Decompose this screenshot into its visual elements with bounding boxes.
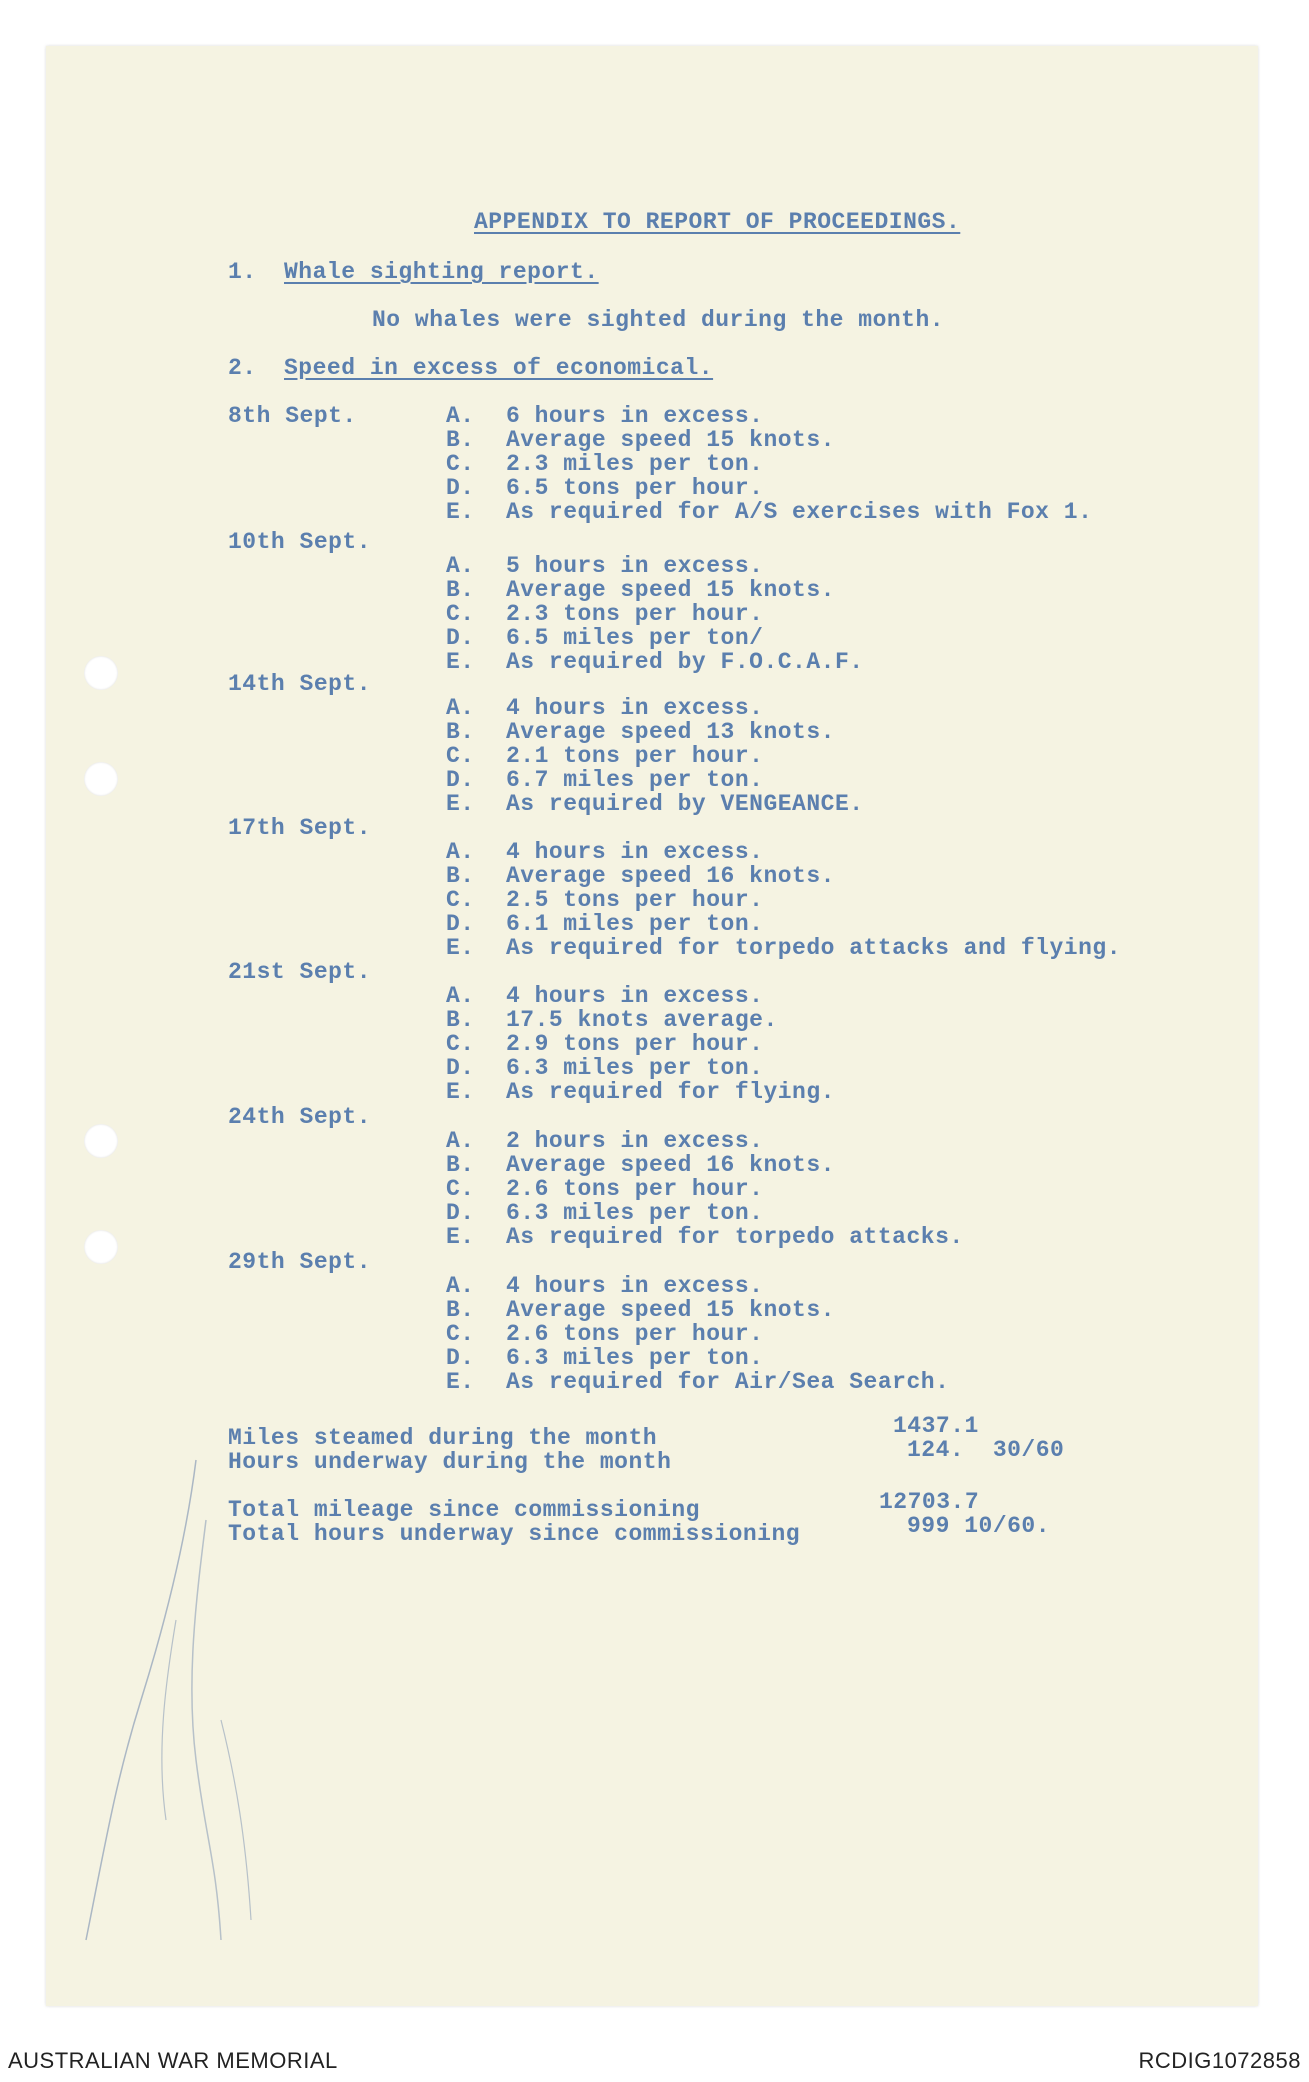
entry-item [446, 452, 1092, 476]
item-text: 2.3 tons per hour. [506, 601, 764, 627]
entry-item [446, 1274, 949, 1298]
item-text: As required for A/S exercises with Fox 1. [506, 499, 1093, 525]
entry-item [446, 1008, 835, 1032]
item-letter: C. [446, 1031, 475, 1057]
totals-value: 1437.1 [893, 1413, 979, 1439]
section-2-number: 2. [228, 355, 257, 381]
entry-item [446, 936, 1121, 960]
entry-item [446, 602, 864, 626]
totals-label: Hours underway during the month [228, 1449, 672, 1475]
entry-date: 14th Sept. [228, 671, 372, 697]
entry-item [446, 1177, 964, 1201]
entry-date: 21st Sept. [228, 959, 372, 985]
entry-item [446, 404, 1092, 428]
item-text: 2.5 tons per hour. [506, 887, 764, 913]
entry-item [446, 1129, 964, 1153]
item-text: 2 hours in excess. [506, 1128, 764, 1154]
totals-value: 12703.7 [879, 1489, 980, 1515]
entry-item [446, 428, 1092, 452]
item-letter: A. [446, 695, 475, 721]
item-text: 2.6 tons per hour. [506, 1321, 764, 1347]
item-letter: D. [446, 625, 475, 651]
item-letter: D. [446, 1055, 475, 1081]
entry-item [446, 1298, 949, 1322]
item-text: Average speed 16 knots. [506, 863, 835, 889]
entry-item [446, 864, 1121, 888]
section-1-text: No whales were sighted during the month. [372, 307, 945, 333]
item-letter: D. [446, 1345, 475, 1371]
item-letter: E. [446, 499, 475, 525]
entry-item [446, 720, 864, 744]
punch-hole [84, 762, 118, 796]
punch-hole [84, 656, 118, 690]
item-letter: C. [446, 887, 475, 913]
entry-items [446, 554, 864, 674]
section-2-heading-row [228, 356, 713, 380]
entry-items [446, 696, 864, 816]
item-text: 4 hours in excess. [506, 695, 764, 721]
item-text: 4 hours in excess. [506, 1273, 764, 1299]
entry-item [446, 500, 1092, 524]
punch-hole [84, 1230, 118, 1264]
totals-label: Total mileage since commissioning [228, 1497, 700, 1523]
section-1-heading: Whale sighting report. [284, 259, 599, 285]
section-2-heading: Speed in excess of economical. [284, 355, 714, 381]
item-text: 6 hours in excess. [506, 403, 764, 429]
item-letter: C. [446, 1321, 475, 1347]
item-text: As required for Air/Sea Search. [506, 1369, 950, 1395]
item-text: 6.3 miles per ton. [506, 1055, 764, 1081]
entry-date: 17th Sept. [228, 815, 372, 841]
item-letter: A. [446, 1273, 475, 1299]
entry-item [446, 1370, 949, 1394]
item-letter: B. [446, 1007, 475, 1033]
totals-label: Miles steamed during the month [228, 1425, 658, 1451]
item-text: 5 hours in excess. [506, 553, 764, 579]
entry-date: 29th Sept. [228, 1249, 372, 1275]
entry-item [446, 1322, 949, 1346]
item-text: 6.7 miles per ton. [506, 767, 764, 793]
item-text: 4 hours in excess. [506, 983, 764, 1009]
entry-item [446, 1201, 964, 1225]
item-letter: E. [446, 1369, 475, 1395]
item-text: Average speed 15 knots. [506, 427, 835, 453]
item-letter: D. [446, 911, 475, 937]
item-text: 6.1 miles per ton. [506, 911, 764, 937]
item-letter: B. [446, 577, 475, 603]
item-letter: C. [446, 601, 475, 627]
footer-record-id: RCDIG1072858 [1138, 2048, 1301, 2073]
entry-items [446, 404, 1092, 524]
entry-date: 10th Sept. [228, 529, 372, 555]
item-letter: A. [446, 1128, 475, 1154]
item-letter: A. [446, 403, 475, 429]
item-text: Average speed 15 knots. [506, 1297, 835, 1323]
item-letter: A. [446, 553, 475, 579]
item-letter: A. [446, 983, 475, 1009]
entry-item [446, 840, 1121, 864]
item-text: 2.6 tons per hour. [506, 1176, 764, 1202]
item-text: As required for flying. [506, 1079, 835, 1105]
item-text: As required for torpedo attacks. [506, 1224, 964, 1250]
item-letter: B. [446, 1152, 475, 1178]
section-1-number: 1. [228, 259, 257, 285]
item-text: 6.5 miles per ton/ [506, 625, 764, 651]
entry-items [446, 840, 1121, 960]
entry-item [446, 1056, 835, 1080]
entry-item [446, 626, 864, 650]
item-text: Average speed 16 knots. [506, 1152, 835, 1178]
item-letter: C. [446, 1176, 475, 1202]
entry-item [446, 696, 864, 720]
item-letter: C. [446, 451, 475, 477]
entry-item [446, 650, 864, 674]
entry-item [446, 554, 864, 578]
item-text: 6.3 miles per ton. [506, 1200, 764, 1226]
item-letter: E. [446, 1224, 475, 1250]
punch-hole [84, 1124, 118, 1158]
entry-date: 8th Sept. [228, 403, 357, 429]
item-letter: A. [446, 839, 475, 865]
entry-item [446, 1153, 964, 1177]
footer-source: AUSTRALIAN WAR MEMORIAL [8, 2048, 338, 2073]
entry-item [446, 1225, 964, 1249]
item-letter: D. [446, 475, 475, 501]
entry-item [446, 1080, 835, 1104]
entry-item [446, 476, 1092, 500]
item-text: As required by F.O.C.A.F. [506, 649, 864, 675]
item-text: 6.5 tons per hour. [506, 475, 764, 501]
entry-items [446, 1129, 964, 1249]
item-letter: E. [446, 1079, 475, 1105]
entry-items [446, 984, 835, 1104]
item-letter: B. [446, 863, 475, 889]
item-text: As required by VENGEANCE. [506, 791, 864, 817]
item-letter: B. [446, 1297, 475, 1323]
totals-label: Total hours underway since commissioning [228, 1521, 801, 1547]
entry-item [446, 578, 864, 602]
item-text: 17.5 knots average. [506, 1007, 778, 1033]
entry-item [446, 744, 864, 768]
section-1-heading-row [228, 260, 599, 284]
item-letter: B. [446, 719, 475, 745]
entry-item [446, 984, 835, 1008]
item-text: 2.9 tons per hour. [506, 1031, 764, 1057]
entry-items [446, 1274, 949, 1394]
item-text: Average speed 13 knots. [506, 719, 835, 745]
entry-item [446, 792, 864, 816]
entry-item [446, 912, 1121, 936]
item-text: Average speed 15 knots. [506, 577, 835, 603]
entry-item [446, 1346, 949, 1370]
item-text: 4 hours in excess. [506, 839, 764, 865]
item-letter: C. [446, 743, 475, 769]
totals-value: 124. 30/60 [907, 1437, 1065, 1463]
entry-item [446, 1032, 835, 1056]
entry-date: 24th Sept. [228, 1104, 372, 1130]
item-text: 2.1 tons per hour. [506, 743, 764, 769]
item-text: 2.3 miles per ton. [506, 451, 764, 477]
item-letter: E. [446, 935, 475, 961]
entry-item [446, 768, 864, 792]
item-letter: D. [446, 1200, 475, 1226]
document-title: APPENDIX TO REPORT OF PROCEEDINGS. [474, 209, 961, 235]
item-letter: D. [446, 767, 475, 793]
totals-value: 999 10/60. [907, 1513, 1051, 1539]
item-letter: E. [446, 791, 475, 817]
item-text: 6.3 miles per ton. [506, 1345, 764, 1371]
item-letter: E. [446, 649, 475, 675]
entry-item [446, 888, 1121, 912]
item-text: As required for torpedo attacks and flying. [506, 935, 1121, 961]
item-letter: B. [446, 427, 475, 453]
